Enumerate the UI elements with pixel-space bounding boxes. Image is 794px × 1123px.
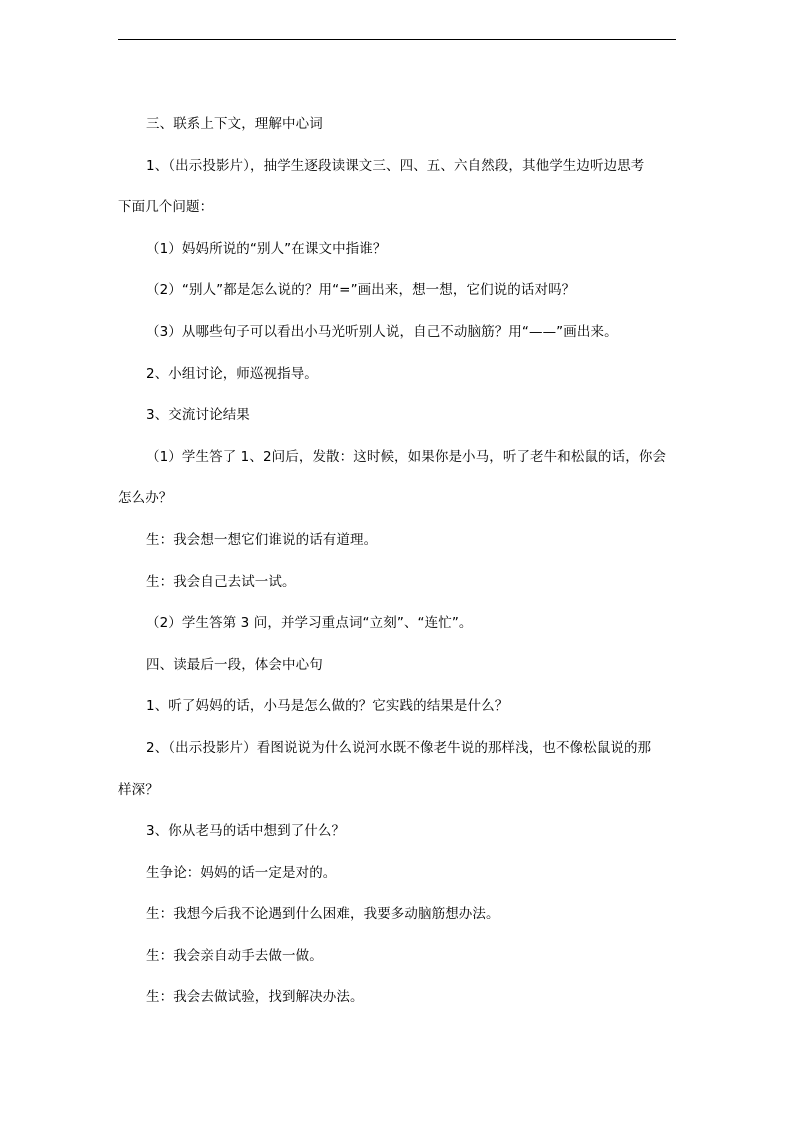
paragraph-line: 2、小组讨论，师巡视指导。 (146, 365, 318, 382)
paragraph-step-1 (118, 686, 678, 728)
paragraph-step-2 (118, 354, 678, 396)
section-heading-4 (118, 645, 678, 687)
student-answer (118, 562, 678, 604)
student-answer (118, 520, 678, 562)
student-answer (118, 894, 678, 936)
paragraph-line: 怎么办？ (118, 490, 173, 507)
paragraph-line: 下面几个问题： (118, 199, 214, 216)
student-answer (118, 853, 678, 895)
paragraph-line: 2、（出示投影片）看图说说为什么说河水既不像老牛说的那样浅，也不像松鼠说的那 (146, 739, 652, 756)
paragraph-step-3 (118, 811, 678, 853)
paragraph-line: 生争论：妈妈的话一定是对的。 (146, 864, 337, 881)
paragraph-step-1 (118, 146, 678, 229)
section-heading-3 (118, 104, 678, 146)
paragraph-line: 四、读最后一段，体会中心句 (146, 656, 323, 673)
paragraph-line: （2）学生答第 3 问，并学习重点词“立刻”、“连忙”。 (146, 615, 473, 632)
paragraph-line: 3、交流讨论结果 (146, 407, 250, 424)
paragraph-line: 1、（出示投影片），抽学生逐段读课文三、四、五、六自然段，其他学生边听边思考 (146, 157, 645, 174)
paragraph-line: （2）“别人”都是怎么说的？用“=”画出来，想一想，它们说的话对吗？ (146, 282, 576, 299)
paragraph-line: （3）从哪些句子可以看出小马光听别人说，自己不动脑筋？用“——”画出来。 (146, 323, 618, 340)
discussion-item-2 (118, 603, 678, 645)
paragraph-line: 生：我会想一想它们谁说的话有道理。 (146, 531, 378, 548)
paragraph-line: 生：我会亲自动手去做一做。 (146, 947, 323, 964)
student-answer (118, 977, 678, 1019)
paragraph-line: 生：我想今后我不论遇到什么困难，我要多动脑筋想办法。 (146, 906, 500, 923)
paragraph-line: （1）妈妈所说的“别人”在课文中指谁？ (146, 240, 387, 257)
student-answer (118, 936, 678, 978)
paragraph-line: （1）学生答了 1、2问后，发散：这时候，如果你是小马，听了老牛和松鼠的话，你会 (146, 448, 667, 465)
header-rule (118, 39, 676, 40)
paragraph-line: 生：我会自己去试一试。 (146, 573, 296, 590)
question-2 (118, 270, 678, 312)
paragraph-line: 生：我会去做试验，找到解决办法。 (146, 989, 364, 1006)
paragraph-line: 样深？ (118, 781, 159, 798)
question-3 (118, 312, 678, 354)
paragraph-line: 三、联系上下文，理解中心词 (146, 116, 323, 132)
question-1 (118, 229, 678, 271)
paragraph-step-3 (118, 395, 678, 437)
document-body (118, 104, 678, 1019)
paragraph-step-2 (118, 728, 678, 811)
paragraph-line: 1、听了妈妈的话，小马是怎么做的？它实践的结果是什么？ (146, 698, 509, 715)
paragraph-line: 3、你从老马的话中想到了什么？ (146, 823, 346, 840)
discussion-item-1 (118, 437, 678, 520)
